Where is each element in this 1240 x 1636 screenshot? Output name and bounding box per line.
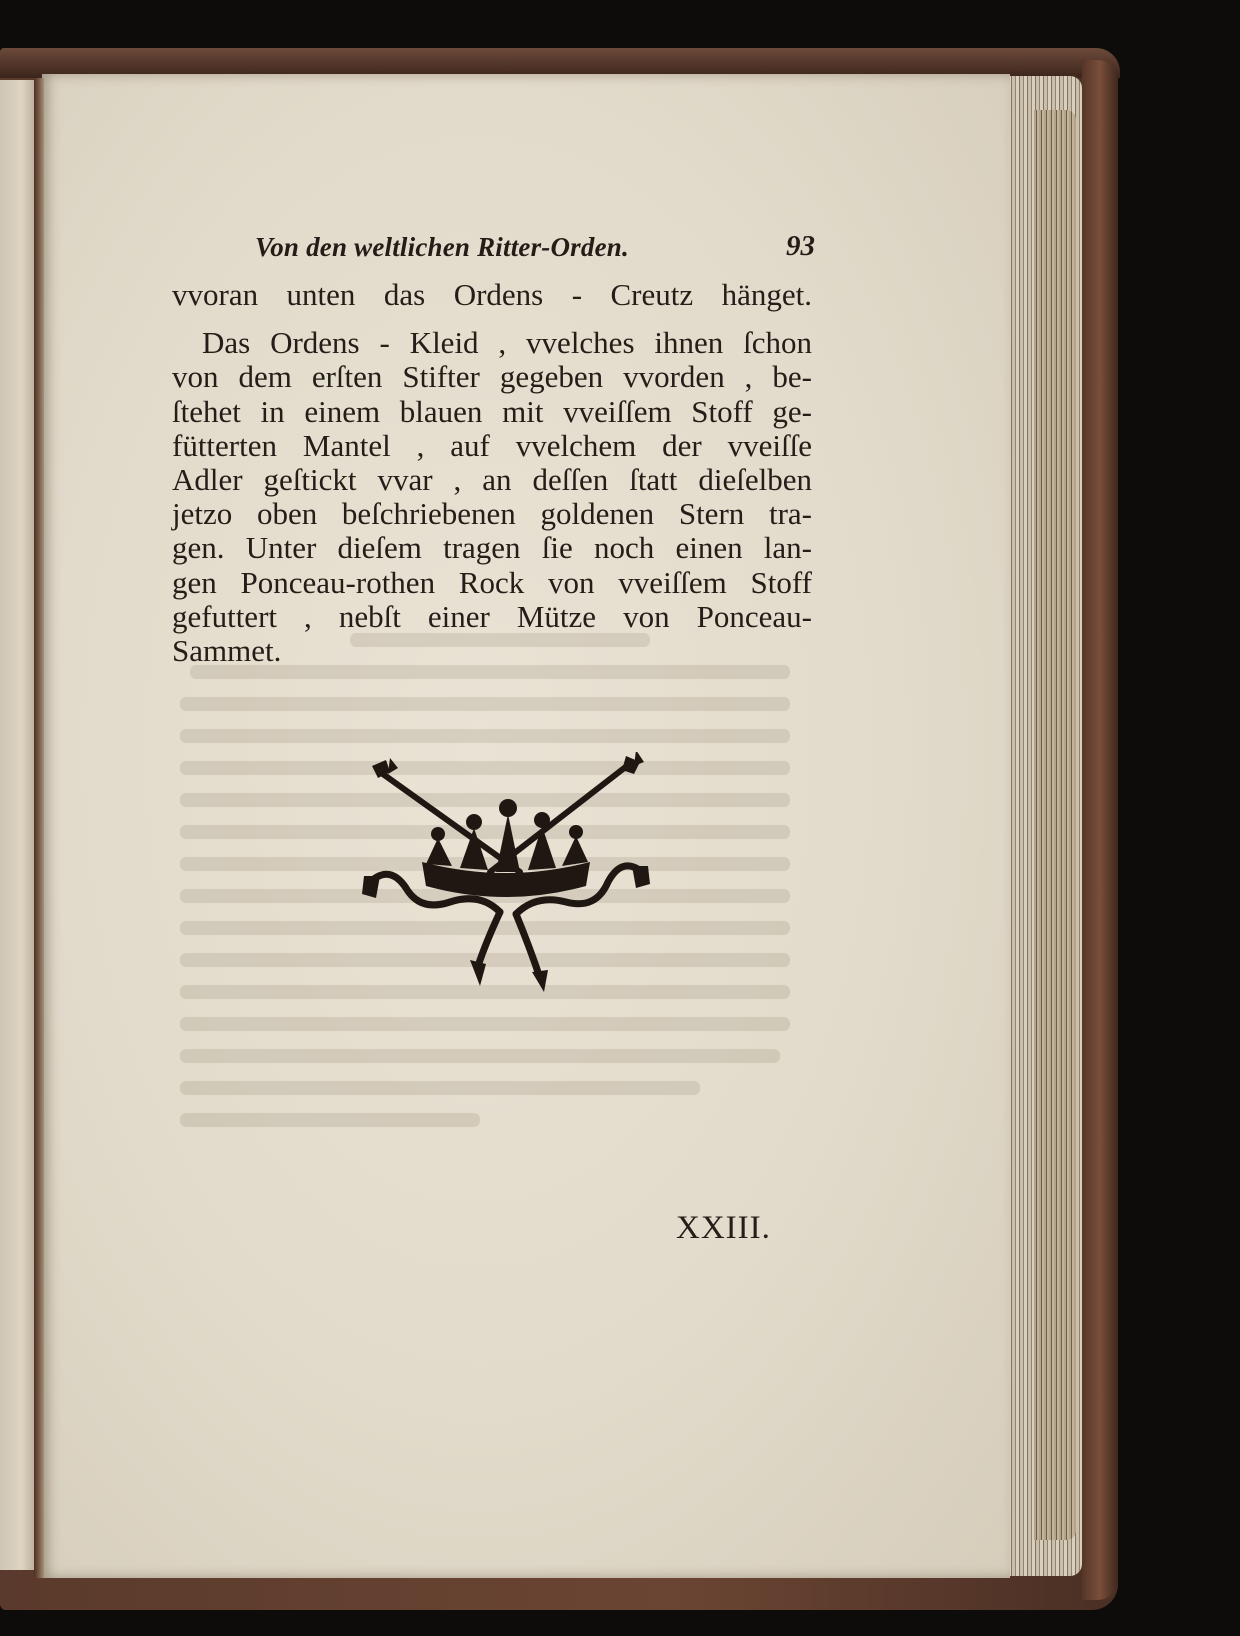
text-line: Adler geſtickt vvar , an deſſen ſtatt dieſelben [172,462,812,498]
catchword: XXIII. [676,1210,771,1246]
page-fore-edges-inner [1034,110,1076,1540]
body-text [172,278,812,668]
book-board-right [1082,60,1118,1600]
book-gutter [34,78,44,1578]
page-number: 93 [786,230,815,262]
text-line: gen Ponceau-rothen Rock von vveiſſem Stoff [172,564,812,600]
crown-vignette-icon [360,752,652,992]
text-line: gefuttert , nebſt einer Mütze von Ponceau- [172,598,812,634]
text-line: von dem erſten Stifter gegeben vvorden , be- [172,359,812,395]
text-line: Das Ordens - Kleid , vvelches ihnen ſchon [202,325,812,361]
text-line: gen. Unter dieſem tragen ſie noch einen lan- [172,530,812,566]
text-line: fütterten Mantel , auf vvelchem der vveiſſe [172,427,812,463]
running-head [255,232,815,272]
text-line: ſtehet in einem blauen mit vveiſſem Stoff ge- [172,393,812,429]
running-head-title: Von den weltlichen Ritter-Orden. [255,232,629,262]
text-line: jetzo oben beſchriebenen goldenen Stern tra- [172,496,812,532]
text-line: vvoran unten das Ordens - Creutz hänget. [172,277,812,312]
text-line: Sammet. [172,633,282,669]
left-page-sliver [0,80,36,1570]
